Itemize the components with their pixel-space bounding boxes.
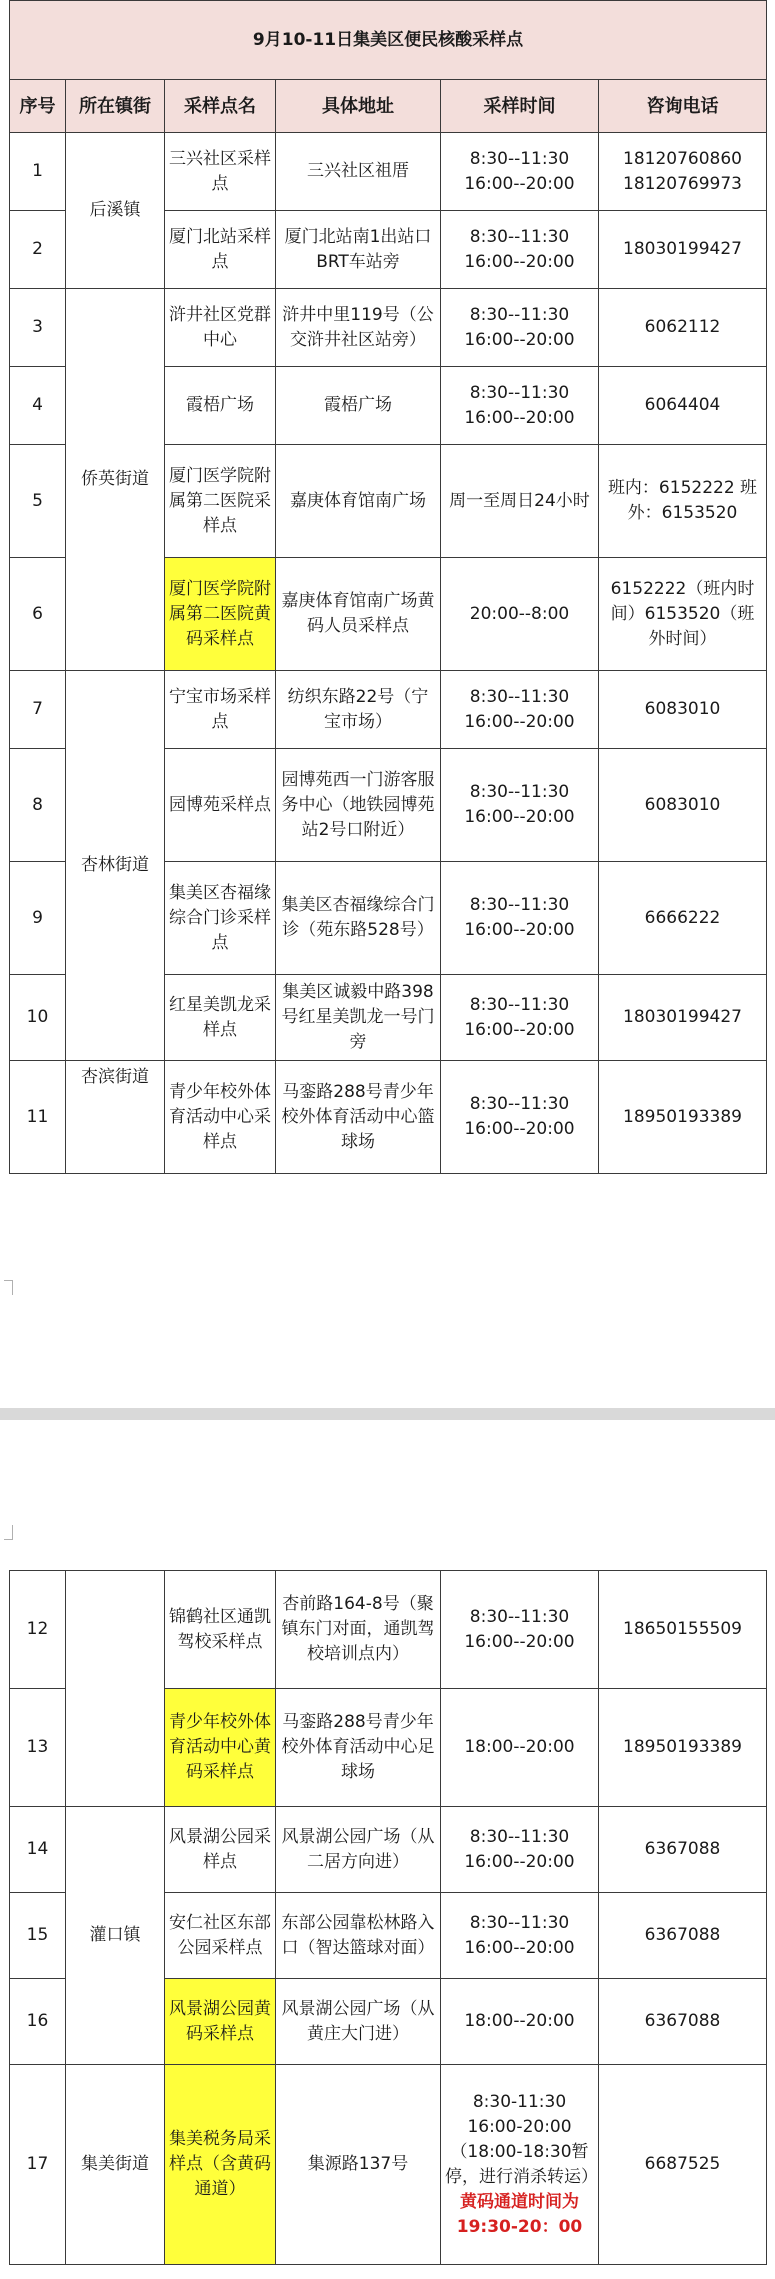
- row-address: 杏前路164-8号（聚镇东门对面，通凯驾校培训点内）: [276, 1571, 441, 1689]
- row-time-cell: [441, 2065, 599, 2265]
- row-phone: 6367088: [599, 1979, 767, 2065]
- row-no: 3: [10, 289, 66, 367]
- row-no: 16: [10, 1979, 66, 2065]
- row-town: 侨英街道: [66, 289, 165, 671]
- row-phone: 6062112: [599, 289, 767, 367]
- row-address: 集美区诚毅中路398号红星美凯龙一号门旁: [276, 975, 441, 1061]
- row-site: 安仁社区东部公园采样点: [165, 1893, 276, 1979]
- sampling-table-page-1: [9, 0, 767, 1174]
- row-time: 8:30--11:30 16:00--20:00: [441, 749, 599, 862]
- row-phone: 18120760860 18120769973: [599, 133, 767, 211]
- row-site: 霞梧广场: [165, 367, 276, 445]
- row-town: 杏滨街道: [66, 1061, 165, 1174]
- row-time: 8:30--11:30 16:00--20:00: [441, 671, 599, 749]
- row-site: 浒井社区党群中心: [165, 289, 276, 367]
- row-address: 风景湖公园广场（从二居方向进）: [276, 1807, 441, 1893]
- row-town: 杏林街道: [66, 671, 165, 1061]
- row-phone: 6152222（班内时间）6153520（班外时间）: [599, 558, 767, 671]
- row-address: 东部公园靠松林路入口（智达篮球对面）: [276, 1893, 441, 1979]
- header-phone: 咨询电话: [599, 80, 767, 133]
- page-title: 9月10-11日集美区便民核酸采样点: [10, 1, 767, 80]
- row-phone: 18030199427: [599, 975, 767, 1061]
- row-address: 嘉庚体育馆南广场: [276, 445, 441, 558]
- row-no: 10: [10, 975, 66, 1061]
- row-phone: 18650155509: [599, 1571, 767, 1689]
- row-no: 5: [10, 445, 66, 558]
- row-site-highlighted: 厦门医学院附属第二医院黄码采样点: [165, 558, 276, 671]
- table-row: [10, 1571, 767, 1689]
- row-town: [66, 1571, 165, 1807]
- row-site: 红星美凯龙采样点: [165, 975, 276, 1061]
- row-no: 11: [10, 1061, 66, 1174]
- table-row: [10, 2065, 767, 2265]
- row-no: 2: [10, 211, 66, 289]
- table-row: [10, 289, 767, 367]
- row-site-highlighted: 集美税务局采样点（含黄码通道）: [165, 2065, 276, 2265]
- header-address: 具体地址: [276, 80, 441, 133]
- row-town: 集美街道: [66, 2065, 165, 2265]
- header-town: 所在镇街: [66, 80, 165, 133]
- row-time: 8:30--11:30 16:00--20:00: [441, 1061, 599, 1174]
- row-address: 集美区杏福缘综合门诊（苑东路528号）: [276, 862, 441, 975]
- table-row: [10, 671, 767, 749]
- row-phone: 18950193389: [599, 1061, 767, 1174]
- row-site: 厦门医学院附属第二医院采样点: [165, 445, 276, 558]
- row-time: 8:30--11:30 16:00--20:00: [441, 1807, 599, 1893]
- row-address: 霞梧广场: [276, 367, 441, 445]
- row-no: 4: [10, 367, 66, 445]
- row-time: 周一至周日24小时: [441, 445, 599, 558]
- row-time: 8:30--11:30 16:00--20:00: [441, 289, 599, 367]
- row-phone: 6367088: [599, 1893, 767, 1979]
- row-time: 20:00--8:00: [441, 558, 599, 671]
- row-no: 12: [10, 1571, 66, 1689]
- row-no: 6: [10, 558, 66, 671]
- row-site: 三兴社区采样点: [165, 133, 276, 211]
- row-time: 8:30--11:30 16:00--20:00: [441, 133, 599, 211]
- row-phone: 18030199427: [599, 211, 767, 289]
- row-town: 后溪镇: [66, 133, 165, 289]
- row-address: 三兴社区祖厝: [276, 133, 441, 211]
- row-no: 8: [10, 749, 66, 862]
- row-time: 18:00--20:00: [441, 1979, 599, 2065]
- row-phone: 6687525: [599, 2065, 767, 2265]
- row-site: 厦门北站采样点: [165, 211, 276, 289]
- row-phone: 18950193389: [599, 1689, 767, 1807]
- row-site: 锦鹤社区通凯驾校采样点: [165, 1571, 276, 1689]
- row-no: 14: [10, 1807, 66, 1893]
- row-no: 17: [10, 2065, 66, 2265]
- row-site: 青少年校外体育活动中心采样点: [165, 1061, 276, 1174]
- header-no: 序号: [10, 80, 66, 133]
- row-phone: 6666222: [599, 862, 767, 975]
- row-no: 7: [10, 671, 66, 749]
- table-row: [10, 1061, 767, 1174]
- header-site: 采样点名: [165, 80, 276, 133]
- table-row: [10, 1807, 767, 1893]
- row-phone: 6064404: [599, 367, 767, 445]
- row-time: 8:30-11:30 16:00-20:00（18:00-18:30暂停，进行消杀转运）: [445, 2091, 598, 2187]
- row-time: 8:30--11:30 16:00--20:00: [441, 1571, 599, 1689]
- row-address: 厦门北站南1出站口BRT车站旁: [276, 211, 441, 289]
- row-site-highlighted: 风景湖公园黄码采样点: [165, 1979, 276, 2065]
- row-address: 嘉庚体育馆南广场黄码人员采样点: [276, 558, 441, 671]
- row-address: 风景湖公园广场（从黄庄大门进）: [276, 1979, 441, 2065]
- row-address: 马銮路288号青少年校外体育活动中心篮球场: [276, 1061, 441, 1174]
- row-site: 园博苑采样点: [165, 749, 276, 862]
- row-no: 9: [10, 862, 66, 975]
- page-corner-mark: [4, 1280, 13, 1295]
- row-no: 13: [10, 1689, 66, 1807]
- row-site: 风景湖公园采样点: [165, 1807, 276, 1893]
- row-phone: 6367088: [599, 1807, 767, 1893]
- row-address: 马銮路288号青少年校外体育活动中心足球场: [276, 1689, 441, 1807]
- row-no: 15: [10, 1893, 66, 1979]
- row-time: 8:30--11:30 16:00--20:00: [441, 975, 599, 1061]
- row-address: 浒井中里119号（公交浒井社区站旁）: [276, 289, 441, 367]
- row-time: 8:30--11:30 16:00--20:00: [441, 211, 599, 289]
- row-time: 18:00--20:00: [441, 1689, 599, 1807]
- row-time: 8:30--11:30 16:00--20:00: [441, 1893, 599, 1979]
- row-site: 集美区杏福缘综合门诊采样点: [165, 862, 276, 975]
- row-town: 灌口镇: [66, 1807, 165, 2065]
- row-site-highlighted: 青少年校外体育活动中心黄码采样点: [165, 1689, 276, 1807]
- yellow-code-time-note: 黄码通道时间为19:30-20：00: [456, 2191, 583, 2237]
- row-phone: 6083010: [599, 671, 767, 749]
- row-phone: 班内：6152222 班外：6153520: [599, 445, 767, 558]
- row-time: 8:30--11:30 16:00--20:00: [441, 862, 599, 975]
- row-address: 园博苑西一门游客服务中心（地铁园博苑站2号口附近）: [276, 749, 441, 862]
- page-corner-mark: [4, 1525, 13, 1540]
- row-site: 宁宝市场采样点: [165, 671, 276, 749]
- sampling-table-page-2: [9, 1570, 767, 2265]
- row-address: 集源路137号: [276, 2065, 441, 2265]
- row-time: 8:30--11:30 16:00--20:00: [441, 367, 599, 445]
- page-separator: [0, 1408, 775, 1420]
- header-time: 采样时间: [441, 80, 599, 133]
- table-row: [10, 133, 767, 211]
- row-no: 1: [10, 133, 66, 211]
- row-phone: 6083010: [599, 749, 767, 862]
- row-address: 纺织东路22号（宁宝市场）: [276, 671, 441, 749]
